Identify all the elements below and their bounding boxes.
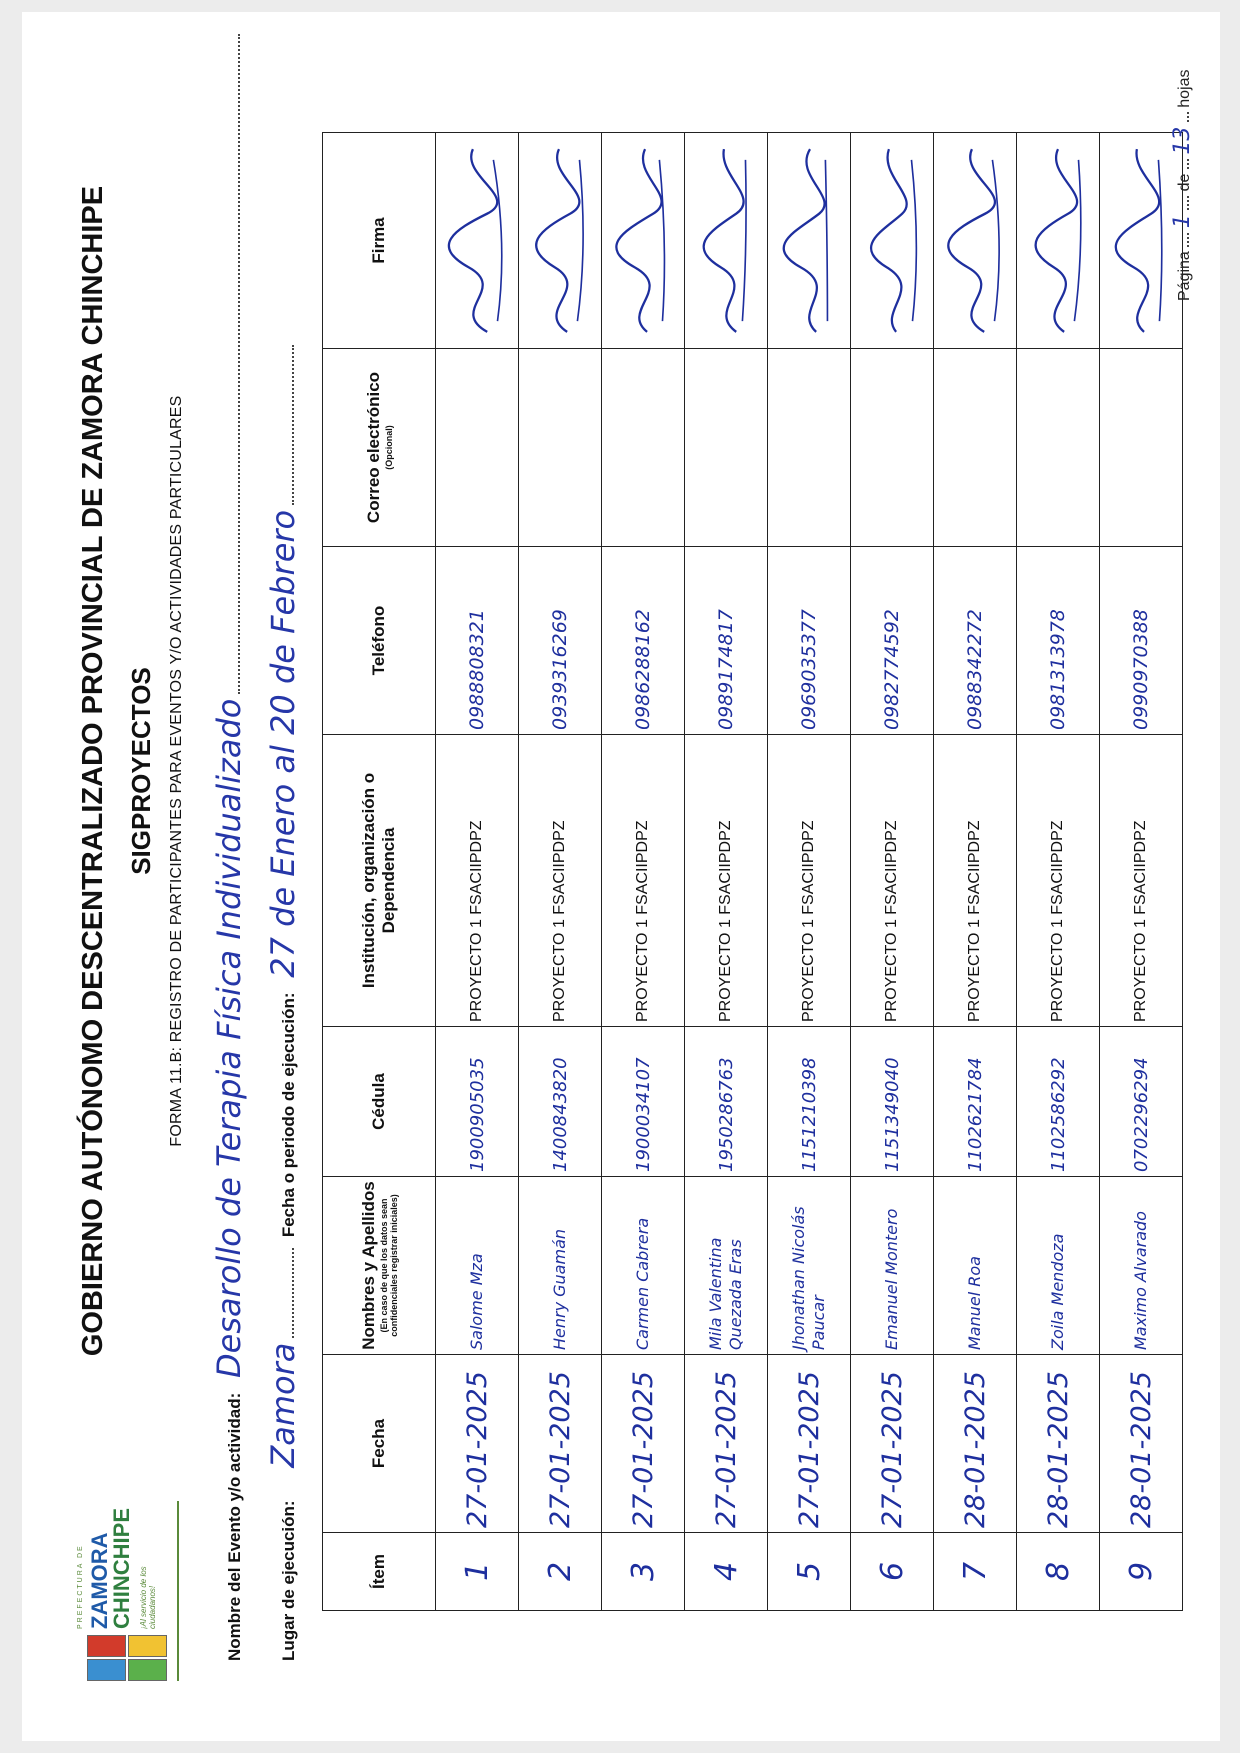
handwritten-signature-icon — [436, 133, 518, 348]
event-place-date-row — [264, 345, 302, 1661]
col-item: Ítem — [323, 1533, 436, 1611]
telefono-cell: 0989174817 — [685, 547, 768, 735]
col-nombres — [323, 1177, 436, 1355]
logo-prefecture: PREFECTURA DE — [77, 1544, 84, 1629]
telefono-cell: 0986288162 — [602, 547, 685, 735]
handwritten-signature-icon — [1017, 133, 1099, 348]
item-cell: 9 — [1100, 1533, 1183, 1611]
correo-cell — [768, 349, 851, 547]
cedula-cell: 1900905035 — [436, 1027, 519, 1177]
handwritten-signature-icon — [851, 133, 933, 348]
fecha-cell: 27-01-2025 — [851, 1355, 934, 1533]
table-row — [1017, 133, 1100, 1611]
correo-cell — [436, 349, 519, 547]
place-value: Zamora — [264, 1342, 302, 1468]
signature-cell — [1017, 133, 1100, 349]
item-cell: 2 — [519, 1533, 602, 1611]
date-value: 27 de Enero al 20 de Febrero — [264, 509, 302, 978]
total-pages: 13 — [1170, 126, 1195, 155]
col-institucion: Institución, organización o Dependencia — [323, 735, 436, 1027]
correo-cell — [1100, 349, 1183, 547]
institucion-cell: PROYECTO 1 FSACIIPDPZ — [1100, 735, 1183, 1027]
logo-line2: CHINCHIPE — [109, 1507, 134, 1629]
nombre-cell: Mila Valentina Quezada Eras — [685, 1177, 768, 1355]
logo-divider — [177, 1501, 179, 1681]
correo-cell — [602, 349, 685, 547]
col-cedula: Cédula — [323, 1027, 436, 1177]
place-dots — [291, 1248, 294, 1338]
handwritten-signature-icon — [685, 133, 767, 348]
col-nombres-note: (En caso de que los datos sean confidenciales registrar iniciales) — [379, 1194, 399, 1337]
institucion-cell: PROYECTO 1 FSACIIPDPZ — [602, 735, 685, 1027]
col-firma: Firma — [323, 133, 436, 349]
item-cell: 3 — [602, 1533, 685, 1611]
registration-form — [22, 12, 1220, 1741]
institucion-cell: PROYECTO 1 FSACIIPDPZ — [1017, 735, 1100, 1027]
col-correo — [323, 349, 436, 547]
cedula-cell: 1950286763 — [685, 1027, 768, 1177]
handwritten-signature-icon — [934, 133, 1016, 348]
correo-cell — [934, 349, 1017, 547]
signature-cell — [851, 133, 934, 349]
institucion-cell: PROYECTO 1 FSACIIPDPZ — [436, 735, 519, 1027]
item-cell: 1 — [436, 1533, 519, 1611]
telefono-cell: 0981313978 — [1017, 547, 1100, 735]
handwritten-signature-icon — [768, 133, 850, 348]
telefono-cell: 0982774592 — [851, 547, 934, 735]
nombre-cell: Maximo Alvarado — [1100, 1177, 1183, 1355]
item-cell: 4 — [685, 1533, 768, 1611]
nombre-cell: Jhonathan Nicolás Paucar — [768, 1177, 851, 1355]
table-row — [519, 133, 602, 1611]
logo-line1: ZAMORA — [87, 1532, 112, 1629]
signature-cell — [602, 133, 685, 349]
telefono-cell: 0969035377 — [768, 547, 851, 735]
document-subtitle: SIGPROYECTOS — [126, 667, 156, 875]
signature-cell — [519, 133, 602, 349]
col-telefono: Teléfono — [323, 547, 436, 735]
fecha-cell: 28-01-2025 — [1100, 1355, 1183, 1533]
scanned-page — [22, 12, 1220, 1741]
table-row — [602, 133, 685, 1611]
nombre-cell: Emanuel Montero — [851, 1177, 934, 1355]
sheets-label: hojas — [1176, 69, 1193, 108]
table-row — [685, 133, 768, 1611]
fecha-cell: 27-01-2025 — [768, 1355, 851, 1533]
event-name-label: Nombre del Evento y/o actividad: — [225, 1392, 244, 1661]
nombre-cell: Carmen Cabrera — [602, 1177, 685, 1355]
date-dots — [291, 345, 294, 505]
place-label: Lugar de ejecución: — [279, 1500, 298, 1661]
table-header-row — [323, 133, 436, 1611]
nombre-cell: Zoila Mendoza — [1017, 1177, 1100, 1355]
date-label: Fecha o periodo de ejecución: — [279, 992, 298, 1238]
of-label: de — [1176, 173, 1193, 192]
nombre-cell: Henry Guamán — [519, 1177, 602, 1355]
event-name-dots — [237, 34, 240, 694]
fecha-cell: 27-01-2025 — [436, 1355, 519, 1533]
item-cell: 6 — [851, 1533, 934, 1611]
col-correo-note: (Opcional) — [384, 425, 394, 470]
col-nombres-label: Nombres y Apellidos — [359, 1181, 378, 1350]
signature-cell — [934, 133, 1017, 349]
signature-cell — [768, 133, 851, 349]
fecha-cell: 28-01-2025 — [934, 1355, 1017, 1533]
handwritten-signature-icon — [602, 133, 684, 348]
correo-cell — [519, 349, 602, 547]
institucion-cell: PROYECTO 1 FSACIIPDPZ — [685, 735, 768, 1027]
correo-cell — [685, 349, 768, 547]
fecha-cell: 27-01-2025 — [602, 1355, 685, 1533]
fecha-cell: 28-01-2025 — [1017, 1355, 1100, 1533]
institucion-cell: PROYECTO 1 FSACIIPDPZ — [851, 735, 934, 1027]
page-indicator — [1170, 70, 1195, 302]
nombre-cell: Manuel Roa — [934, 1177, 1017, 1355]
cedula-cell: 1102621784 — [934, 1027, 1017, 1177]
institucion-cell: PROYECTO 1 FSACIIPDPZ — [519, 735, 602, 1027]
col-correo-label: Correo electrónico — [364, 371, 383, 524]
telefono-cell: 0939316269 — [519, 547, 602, 735]
page-number: 1 — [1170, 214, 1195, 229]
event-name-value: Desarollo de Terapia Física Individualizado — [210, 698, 248, 1378]
page-label: Página — [1176, 251, 1193, 301]
cedula-cell: 0702296294 — [1100, 1027, 1183, 1177]
fecha-cell: 27-01-2025 — [685, 1355, 768, 1533]
cedula-cell: 1900034107 — [602, 1027, 685, 1177]
item-cell: 7 — [934, 1533, 1017, 1611]
cedula-cell: 1151349040 — [851, 1027, 934, 1177]
fecha-cell: 27-01-2025 — [519, 1355, 602, 1533]
cedula-cell: 1151210398 — [768, 1027, 851, 1177]
telefono-cell: 0988808321 — [436, 547, 519, 735]
form-name: FORMA 11.B: REGISTRO DE PARTICIPANTES PARA EVENTOS Y/O ACTIVIDADES PARTICULARES — [168, 395, 185, 1147]
cedula-cell: 1102586292 — [1017, 1027, 1100, 1177]
telefono-cell: 0988342272 — [934, 547, 1017, 735]
table-row — [768, 133, 851, 1611]
coat-of-arms-icon — [87, 1635, 167, 1681]
correo-cell — [851, 349, 934, 547]
signature-cell — [685, 133, 768, 349]
item-cell: 8 — [1017, 1533, 1100, 1611]
table-row — [1100, 133, 1183, 1611]
participants-table — [322, 132, 1183, 1611]
prefecture-logo — [77, 1507, 187, 1681]
telefono-cell: 0990970388 — [1100, 547, 1183, 735]
correo-cell — [1017, 349, 1100, 547]
institucion-cell: PROYECTO 1 FSACIIPDPZ — [934, 735, 1017, 1027]
table-row — [934, 133, 1017, 1611]
logo-tagline: ¡Al servicio de los ciudadanos! — [139, 1566, 157, 1629]
item-cell: 5 — [768, 1533, 851, 1611]
nombre-cell: Salome Mza — [436, 1177, 519, 1355]
col-fecha: Fecha — [323, 1355, 436, 1533]
event-name-row — [210, 34, 248, 1661]
logo-name — [89, 1508, 133, 1629]
document-title: GOBIERNO AUTÓNOMO DESCENTRALIZADO PROVINCIAL DE ZAMORA CHINCHIPE — [77, 185, 109, 1357]
signature-cell — [436, 133, 519, 349]
table-row — [851, 133, 934, 1611]
handwritten-signature-icon — [519, 133, 601, 348]
institucion-cell: PROYECTO 1 FSACIIPDPZ — [768, 735, 851, 1027]
table-row — [436, 133, 519, 1611]
cedula-cell: 1400843820 — [519, 1027, 602, 1177]
